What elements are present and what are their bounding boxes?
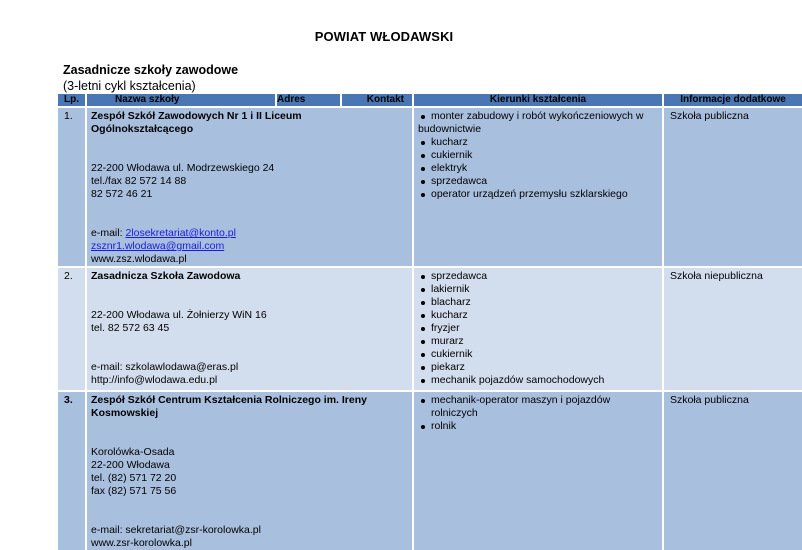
phone-line: tel./fax 82 572 14 88	[91, 175, 187, 187]
list-item: monter zabudowy i robót wykończeniowych w	[418, 110, 658, 123]
schools-table	[58, 94, 802, 550]
list-item: mechanik pojazdów samochodowych	[418, 374, 658, 387]
header-directions: Kierunki kształcenia	[413, 94, 663, 107]
list-item: operator urządzeń przemysłu szklarskiego	[418, 188, 658, 201]
address-line: 22-200 Włodawa ul. Żołnierzy WiN 16	[91, 309, 267, 321]
phone-line: tel. (82) 571 72 20	[91, 472, 177, 484]
section-title: Zasadnicze szkoły zawodowe	[63, 63, 239, 77]
email-line	[91, 227, 408, 240]
directions-list	[418, 394, 658, 433]
directions-list	[418, 110, 658, 201]
address-line: 22-200 Włodawa	[91, 459, 170, 471]
list-item: sprzedawca	[418, 270, 658, 283]
email-line: e-mail: szkolawlodawa@eras.pl	[91, 361, 239, 373]
directions-list	[418, 270, 658, 387]
address-line: Korolówka-Osada	[91, 446, 175, 458]
list-item: murarz	[418, 335, 658, 348]
list-item: kucharz	[418, 136, 658, 149]
email-line: e-mail: sekretariat@zsr-korolowka.pl	[91, 524, 261, 536]
email-link[interactable]: zsznr1.wlodawa@gmail.com	[91, 240, 225, 252]
page-title: POWIAT WŁODAWSKI	[314, 29, 454, 44]
list-item: cukiernik	[418, 348, 658, 361]
list-item: elektryk	[418, 162, 658, 175]
header-contact: Kontakt	[341, 94, 413, 107]
email-link[interactable]: 2losekretariat@konto.pl	[125, 227, 236, 239]
school-cell	[86, 267, 413, 391]
school-name: Zespół Szkół Zawodowych Nr 1 i II Liceum	[91, 110, 302, 122]
list-item: sprzedawca	[418, 175, 658, 188]
header-lp: Lp.	[58, 94, 86, 107]
row-number: 2.	[58, 267, 86, 391]
list-item: fryzjer	[418, 322, 658, 335]
school-name: Zasadnicza Szkoła Zawodowa	[91, 270, 241, 282]
school-cell	[86, 391, 413, 550]
website-text: www.zsr-korolowka.pl	[91, 537, 192, 549]
table-row	[58, 391, 802, 550]
school-name: Zespół Szkół Centrum Kształcenia Rolniczego im. Ireny	[91, 394, 367, 406]
school-name: Ogólnokształcącego	[91, 123, 194, 135]
info-cell: Szkoła publiczna	[663, 107, 802, 267]
directions-cell	[413, 107, 663, 267]
table-row	[58, 107, 802, 267]
list-item: rolnik	[418, 420, 658, 433]
list-item-continuation: budownictwie	[418, 123, 482, 135]
list-item: kucharz	[418, 309, 658, 322]
row-number: 1.	[58, 107, 86, 267]
address-line: 22-200 Włodawa ul. Modrzewskiego 24	[91, 162, 275, 174]
table-header-row	[58, 94, 802, 107]
header-address: Adres	[276, 94, 341, 107]
list-item: cukiernik	[418, 149, 658, 162]
section-subtitle: (3-letni cykl kształcenia)	[63, 79, 196, 93]
list-item: mechanik-operator maszyn i pojazdów rolniczych	[418, 394, 658, 420]
table-row	[58, 267, 802, 391]
info-cell: Szkoła publiczna	[663, 391, 802, 550]
website-text: http://info@wlodawa.edu.pl	[91, 374, 218, 386]
directions-cell	[413, 391, 663, 550]
list-item: piekarz	[418, 361, 658, 374]
website-text: www.zsz.wlodawa.pl	[91, 253, 187, 265]
phone-line: 82 572 46 21	[91, 188, 153, 200]
info-cell: Szkoła niepubliczna	[663, 267, 802, 391]
list-item: lakiernik	[418, 283, 658, 296]
phone-line: tel. 82 572 63 45	[91, 322, 170, 334]
row-number: 3.	[58, 391, 86, 550]
list-item: blacharz	[418, 296, 658, 309]
directions-cell	[413, 267, 663, 391]
school-name: Kosmowskiej	[91, 407, 159, 419]
school-cell	[86, 107, 413, 267]
fax-line: fax (82) 571 75 56	[91, 485, 177, 497]
email-label: e-mail:	[91, 227, 126, 239]
header-name: Nazwa szkoły	[86, 94, 276, 107]
header-info: Informacje dodatkowe	[663, 94, 802, 107]
